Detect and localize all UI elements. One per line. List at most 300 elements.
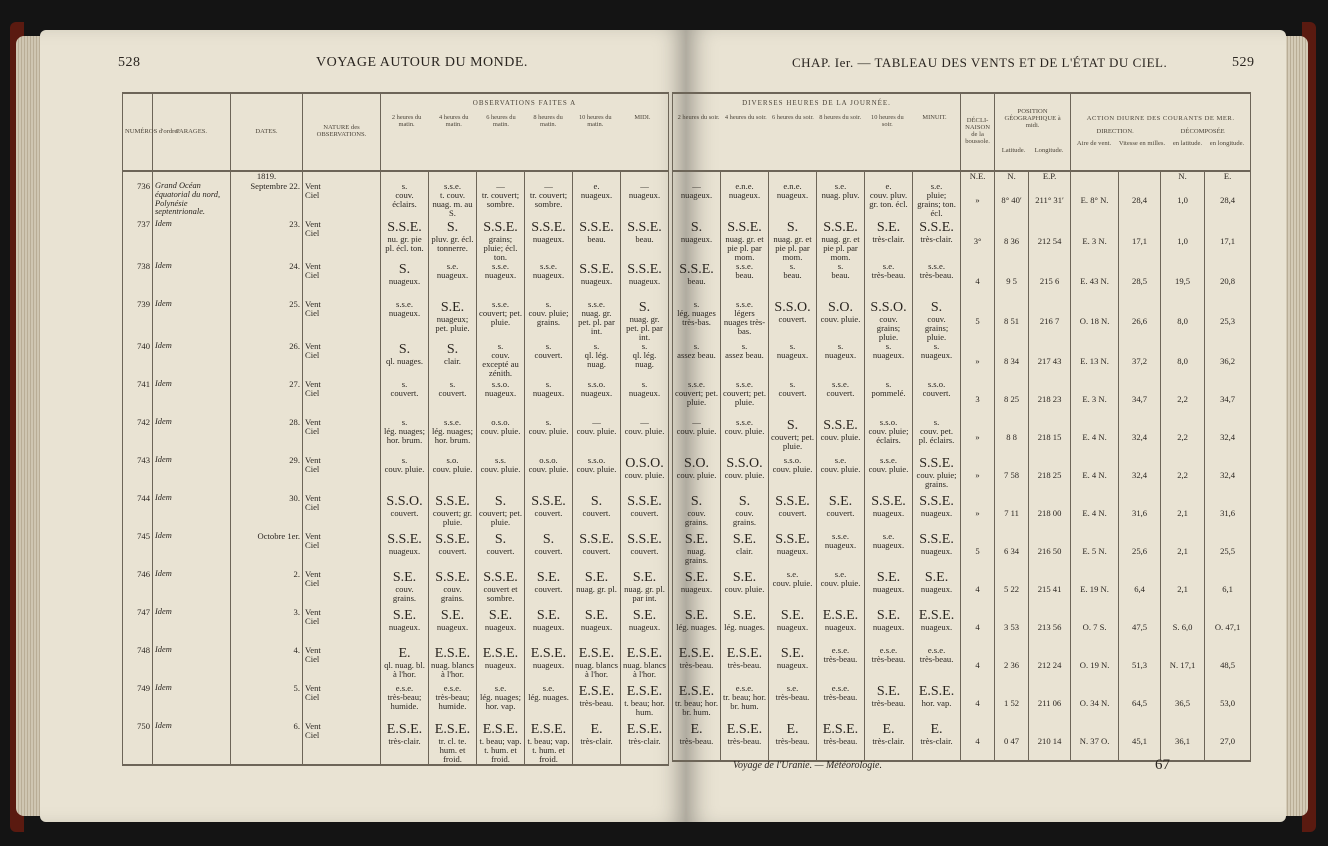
vent-label: Vent (305, 219, 321, 229)
wind-value: — (544, 181, 553, 191)
row-number: 749 (123, 684, 153, 722)
wind-value: E.S.E. (482, 722, 519, 738)
header-latitude: Latitude. (1001, 146, 1026, 154)
wind-value: s.s. (495, 455, 506, 466)
parage-cell: Idem (153, 262, 231, 300)
wind-value: S.E. (732, 608, 757, 624)
observation-cell (865, 380, 913, 418)
ciel-label: Ciel (305, 540, 320, 551)
wind-value: O.S.O. (625, 456, 664, 472)
sky-value: nuageux. (628, 388, 661, 399)
sky-value: couvert. (534, 546, 563, 557)
observation-cell (477, 532, 525, 570)
sky-value: nuageux. (532, 660, 565, 671)
observation-cell (721, 722, 769, 761)
observation-cell (477, 300, 525, 342)
current-speed-cell: 47,5 (1119, 608, 1161, 646)
wind-value: e.n.e. (783, 181, 802, 191)
observation-cell (913, 722, 961, 761)
header-action (1071, 93, 1251, 171)
nature-cell (303, 182, 381, 220)
wind-value: E.S.E. (530, 646, 567, 662)
wind-value: S.S.O. (774, 300, 811, 316)
left-page-number: 528 (118, 55, 141, 70)
latitude-cell: 8 34 (995, 342, 1029, 380)
observation-cell (429, 380, 477, 418)
observation-cell (477, 456, 525, 494)
header-journee (673, 93, 961, 171)
wind-value: S.S.E. (871, 494, 906, 510)
current-lon-cell: 32,4 (1205, 418, 1251, 456)
observation-cell (817, 380, 865, 418)
observation-cell (477, 380, 525, 418)
current-direction-cell: E. 3 N. (1071, 380, 1119, 418)
sky-value: couv. pluie. (480, 426, 521, 437)
declinaison-cell: 4 (961, 262, 995, 300)
wind-value: S.S.E. (727, 220, 762, 235)
observation-cell (913, 262, 961, 300)
vent-label: Vent (305, 607, 321, 618)
table-row (673, 220, 1251, 262)
wind-value: S.O. (684, 456, 709, 472)
sky-value: couv. grains; pluie. (876, 314, 901, 343)
sky-value: nuageux. (872, 508, 905, 519)
sky-value: couv. grains; pluie. (924, 314, 949, 343)
current-lat-cell: 2,2 (1161, 418, 1205, 456)
current-direction-cell: E. 3 N. (1071, 220, 1119, 262)
sky-value: couv. pluie. (820, 464, 861, 475)
header-parages: PARAGES. (153, 93, 231, 171)
observation-cell (381, 418, 429, 456)
wind-value: s.e. (834, 181, 847, 191)
sky-value: couv. pluie; éclairs. (868, 426, 909, 446)
wind-value: s.o. (446, 455, 459, 466)
ciel-label: Ciel (305, 388, 320, 399)
observation-cell (477, 220, 525, 262)
observation-cell (865, 570, 913, 608)
right-running-title: CHAP. Ier. — TABLEAU DES VENTS ET DE L'ÉTAT DU CIEL. (792, 55, 1168, 70)
wind-value: s.s.e. (492, 299, 509, 310)
wind-value: E.S.E. (530, 722, 567, 738)
wind-value: s. (449, 379, 456, 390)
nature-cell (303, 300, 381, 342)
observation-cell (381, 262, 429, 300)
wind-value: E.S.E. (626, 684, 663, 700)
observation-cell (573, 220, 621, 262)
observation-cell (913, 646, 961, 684)
current-direction-cell: E. 8° N. (1071, 182, 1119, 220)
wind-value: e.n.e. (735, 181, 754, 191)
observation-cell (525, 300, 573, 342)
sky-value: très-beau. (775, 736, 810, 747)
sky-value: nuageux. (920, 584, 953, 595)
sky-value: couvert. (778, 314, 807, 325)
current-lat-cell: 2,1 (1161, 532, 1205, 570)
sky-value: nuag. grains. (684, 546, 709, 566)
nature-cell (303, 684, 381, 722)
sky-value: très-clair. (628, 736, 661, 747)
observation-cell (721, 380, 769, 418)
observation-cell (429, 262, 477, 300)
sky-value: couv. pluie. (480, 464, 521, 475)
observation-cell (817, 418, 865, 456)
vent-label: Vent (305, 341, 321, 352)
table-row (673, 722, 1251, 761)
sky-value: nuag. pluv. (821, 190, 860, 201)
sky-value: très-beau. (919, 654, 954, 665)
wind-value: s. (789, 261, 796, 272)
observation-cell (525, 722, 573, 765)
latitude-cell: 7 58 (995, 456, 1029, 494)
sky-value: couvert et sombre. (483, 584, 518, 604)
sky-value: couvert. (582, 546, 611, 557)
sky-value: couv. pluie. (676, 470, 717, 481)
sky-value: beau. (635, 234, 654, 244)
header-vitesse: Vitesse en milles. (1118, 140, 1166, 148)
vent-label: Vent (305, 261, 321, 272)
wind-value: — (592, 417, 601, 428)
sky-value: couvert. (582, 508, 611, 519)
observation-cell (477, 570, 525, 608)
row-number: 750 (123, 722, 153, 765)
ciel-label: Ciel (305, 616, 320, 627)
longitude-cell: 216 7 (1029, 300, 1071, 342)
wind-value: s. (693, 341, 700, 352)
nature-cell (303, 262, 381, 300)
wind-value: s. (885, 379, 892, 390)
date-cell: 2. (231, 570, 303, 608)
observation-cell (477, 684, 525, 722)
wind-value: S.S.E. (775, 494, 810, 510)
sky-value: ql. lég. nuag. (632, 350, 657, 370)
units-cell: E.P. (1029, 171, 1071, 182)
table-row (123, 418, 669, 456)
wind-value: — (640, 181, 649, 191)
table-row (673, 608, 1251, 646)
current-speed-cell: 32,4 (1119, 418, 1161, 456)
latitude-cell: 8 25 (995, 380, 1029, 418)
wind-value: S. (930, 300, 943, 316)
wind-value: s.s.o. (491, 379, 510, 390)
longitude-cell: 215 6 (1029, 262, 1071, 300)
observation-cell (817, 262, 865, 300)
sky-value: couv. grains. (392, 584, 417, 604)
wind-value: s. (593, 341, 600, 352)
sky-value: nuageux. (580, 190, 613, 201)
sky-value: nuageux. (872, 350, 905, 361)
observation-cell (769, 220, 817, 262)
parage-cell: Idem (153, 722, 231, 765)
declinaison-cell: 4 (961, 646, 995, 684)
observation-cell (477, 418, 525, 456)
current-lon-cell: 6,1 (1205, 570, 1251, 608)
sky-value: tr. cl. te. hum. et froid. (438, 736, 467, 765)
observation-cell (673, 300, 721, 342)
wind-value: s.e. (786, 683, 799, 694)
current-speed-cell: 32,4 (1119, 456, 1161, 494)
wind-value: e.s.e. (927, 645, 946, 656)
table-row (123, 494, 669, 532)
wind-value: E.S.E. (626, 722, 663, 738)
declinaison-cell: 4 (961, 722, 995, 761)
wind-value: S.E. (584, 570, 609, 586)
current-lon-cell: 27,0 (1205, 722, 1251, 761)
wind-value: S.E. (632, 608, 657, 624)
wind-value: s. (401, 455, 408, 466)
sky-value: lég. nuages très-bas. (677, 308, 716, 328)
observation-cell (621, 494, 669, 532)
current-direction-cell: O. 19 N. (1071, 646, 1119, 684)
observation-cell (769, 494, 817, 532)
wind-value: S.E. (632, 570, 657, 586)
observation-cell (429, 570, 477, 608)
wind-value: E.S.E. (822, 722, 859, 738)
right-page-footer: Voyage de l'Uranie. — Météorologie. (733, 760, 882, 771)
wind-value: E. (398, 646, 411, 662)
observation-cell (769, 608, 817, 646)
observation-cell (477, 646, 525, 684)
current-direction-cell: N. 37 O. (1071, 722, 1119, 761)
nature-cell (303, 532, 381, 570)
ciel-label: Ciel (305, 350, 320, 361)
observation-cell (865, 494, 913, 532)
header-time-r-5: MINUIT. (922, 114, 947, 122)
wind-value: E.S.E. (822, 608, 859, 624)
observation-cell (721, 456, 769, 494)
longitude-cell: 218 15 (1029, 418, 1071, 456)
vent-label: Vent (305, 455, 321, 466)
current-speed-cell: 25,6 (1119, 532, 1161, 570)
wind-value: S.E. (536, 608, 561, 624)
sky-value: nuageux. (776, 622, 809, 633)
vent-label: Vent (305, 299, 321, 310)
header-time-l-0: 2 heures du matin. (391, 114, 422, 129)
wind-value: S. (494, 532, 507, 548)
current-lat-cell: S. 6,0 (1161, 608, 1205, 646)
wind-value: S. (590, 494, 603, 510)
observation-cell (913, 418, 961, 456)
sky-value: pommelé. (871, 388, 906, 399)
current-speed-cell: 64,5 (1119, 684, 1161, 722)
date-cell: 4. (231, 646, 303, 684)
sky-value: couvert; pet. pluie. (771, 432, 814, 452)
observation-cell (913, 300, 961, 342)
observation-cell (817, 494, 865, 532)
sky-value: assez beau. (677, 350, 716, 361)
observation-cell (913, 684, 961, 722)
observation-cell (573, 300, 621, 342)
sky-value: nuageux. (484, 660, 517, 671)
observation-cell (381, 300, 429, 342)
wind-value: S. (690, 220, 703, 235)
wind-value: S.S.E. (627, 220, 662, 235)
table-row (673, 300, 1251, 342)
date-cell: 24. (231, 262, 303, 300)
observation-cell (477, 722, 525, 765)
table-row (673, 418, 1251, 456)
nature-cell (303, 456, 381, 494)
sky-value: nuageux. (532, 388, 565, 399)
observation-cell (573, 684, 621, 722)
sky-value: pluie; grains; ton. écl. (917, 190, 956, 219)
observation-cell (525, 418, 573, 456)
row-number: 742 (123, 418, 153, 456)
observation-cell (525, 220, 573, 262)
sky-value: nuag. gr. pet. pl. par int. (626, 314, 663, 343)
sky-value: couvert. (922, 388, 951, 399)
wind-value: s. (885, 341, 892, 352)
header-nature: NATURE des OBSERVATIONS. (303, 93, 381, 171)
sky-value: très-beau. (775, 692, 810, 703)
sky-value: couv. pluie. (820, 314, 861, 325)
table-row (673, 646, 1251, 684)
sky-value: couvert; pet. pluie. (479, 308, 522, 328)
table-row (123, 722, 669, 765)
observation-cell (573, 532, 621, 570)
sky-value: couv. pluie. (624, 470, 665, 481)
sky-value: ql. nuag. bl. à l'hor. (384, 660, 425, 680)
observation-cell (621, 646, 669, 684)
header-action-title: ACTION DIURNE DES COURANTS DE MER. (1086, 114, 1235, 122)
sky-value: nuageux. (628, 190, 661, 201)
sky-value: nuageux. (776, 190, 809, 201)
latitude-cell: 1 52 (995, 684, 1029, 722)
ciel-label: Ciel (305, 692, 320, 703)
observation-cell (621, 684, 669, 722)
current-speed-cell: 51,3 (1119, 646, 1161, 684)
observation-cell (817, 342, 865, 380)
date-cell: Septembre 22. (231, 182, 303, 220)
sky-value: nuageux. (532, 622, 565, 633)
current-speed-cell: 17,1 (1119, 220, 1161, 262)
header-time-l-1: 4 heures du matin. (439, 114, 469, 129)
sky-value: pluv. gr. écl. tonnerre. (431, 234, 474, 254)
declinaison-cell: » (961, 494, 995, 532)
sky-value: couv. grains. (684, 508, 709, 528)
wind-value: S. (786, 418, 799, 434)
nature-cell (303, 380, 381, 418)
observation-cell (525, 646, 573, 684)
wind-value: S.S.E. (531, 494, 566, 510)
date-cell: 29. (231, 456, 303, 494)
sky-value: tr. couvert; sombre. (481, 190, 520, 210)
vent-label: Vent (305, 493, 321, 504)
row-number: 738 (123, 262, 153, 300)
sky-value: couvert. (534, 584, 563, 595)
row-number: 740 (123, 342, 153, 380)
sky-value: couv. pluie; grains. (916, 470, 957, 490)
table-row (123, 646, 669, 684)
sky-value: très-beau. (871, 698, 906, 709)
observation-cell (913, 456, 961, 494)
wind-value: S.S.E. (579, 262, 614, 278)
wind-value: s. (837, 261, 844, 272)
observation-cell (817, 646, 865, 684)
longitude-cell: 218 25 (1029, 456, 1071, 494)
wind-value: s. (741, 341, 748, 352)
observation-cell (865, 646, 913, 684)
sky-value: beau. (783, 270, 802, 281)
wind-value: S. (446, 220, 459, 235)
wind-value: s.s.e. (832, 379, 849, 390)
wind-value: s.e. (494, 683, 507, 694)
date-cell: Octobre 1er. (231, 532, 303, 570)
sky-value: couv. pluie. (724, 426, 765, 437)
sky-value: nuageux. (436, 270, 469, 281)
wind-value: s. (789, 341, 796, 352)
sky-value: tr. beau; hor. br. hum. (723, 692, 766, 712)
sky-value: couv. pluie. (384, 464, 425, 475)
wind-value: e.s.e. (831, 683, 850, 694)
ciel-label: Ciel (305, 730, 320, 741)
observation-cell (817, 182, 865, 220)
wind-value: o.s.o. (539, 455, 558, 466)
nature-cell (303, 646, 381, 684)
observation-cell (381, 456, 429, 494)
latitude-cell: 2 36 (995, 646, 1029, 684)
table-row (123, 262, 669, 300)
observation-cell (865, 262, 913, 300)
observation-cell (621, 380, 669, 418)
wind-value: S. (638, 300, 651, 316)
vent-label: Vent (305, 721, 321, 732)
wind-value: o.s.o. (491, 417, 510, 428)
current-speed-cell: 28,4 (1119, 182, 1161, 220)
sky-value: nuageux; pet. pluie. (435, 314, 470, 334)
wind-value: s.s.e. (736, 261, 753, 272)
left-running-title: VOYAGE AUTOUR DU MONDE. (316, 55, 528, 70)
wind-value: s.s.o. (879, 417, 898, 428)
parage-cell: Idem (153, 494, 231, 532)
current-lat-cell: N. 17,1 (1161, 646, 1205, 684)
date-cell: 27. (231, 380, 303, 418)
wind-value: s. (545, 417, 552, 428)
observation-cell (381, 684, 429, 722)
declinaison-cell: 3° (961, 220, 995, 262)
wind-value: S.S.E. (435, 494, 470, 510)
observation-cell (525, 342, 573, 380)
vent-label: Vent (305, 181, 321, 191)
current-lat-cell: 36,1 (1161, 722, 1205, 761)
observation-cell (769, 300, 817, 342)
current-speed-cell: 31,6 (1119, 494, 1161, 532)
table-row (123, 220, 669, 262)
ciel-label: Ciel (305, 502, 320, 513)
wind-value: s. (837, 341, 844, 352)
wind-value: S.E. (684, 608, 709, 624)
observation-cell (621, 182, 669, 220)
observation-cell (573, 418, 621, 456)
parage-cell: Idem (153, 532, 231, 570)
observation-cell (429, 182, 477, 220)
observation-cell (721, 342, 769, 380)
header-direction: DIRECTION. (1096, 127, 1134, 135)
observation-cell (573, 722, 621, 765)
table-row (673, 570, 1251, 608)
latitude-cell: 6 34 (995, 532, 1029, 570)
vent-label: Vent (305, 417, 321, 428)
sky-value: couvert. (390, 388, 419, 399)
parage-cell: Idem (153, 300, 231, 342)
sky-value: nuageux. (628, 622, 661, 633)
header-times-left (383, 115, 666, 128)
observation-cell (913, 494, 961, 532)
current-speed-cell: 6,4 (1119, 570, 1161, 608)
wind-value: S.E. (876, 684, 901, 700)
header-aire: Aire de vent. (1076, 140, 1112, 148)
sky-value: couv. pluie; grains. (528, 308, 569, 328)
sky-value: nuageux. (728, 190, 761, 201)
